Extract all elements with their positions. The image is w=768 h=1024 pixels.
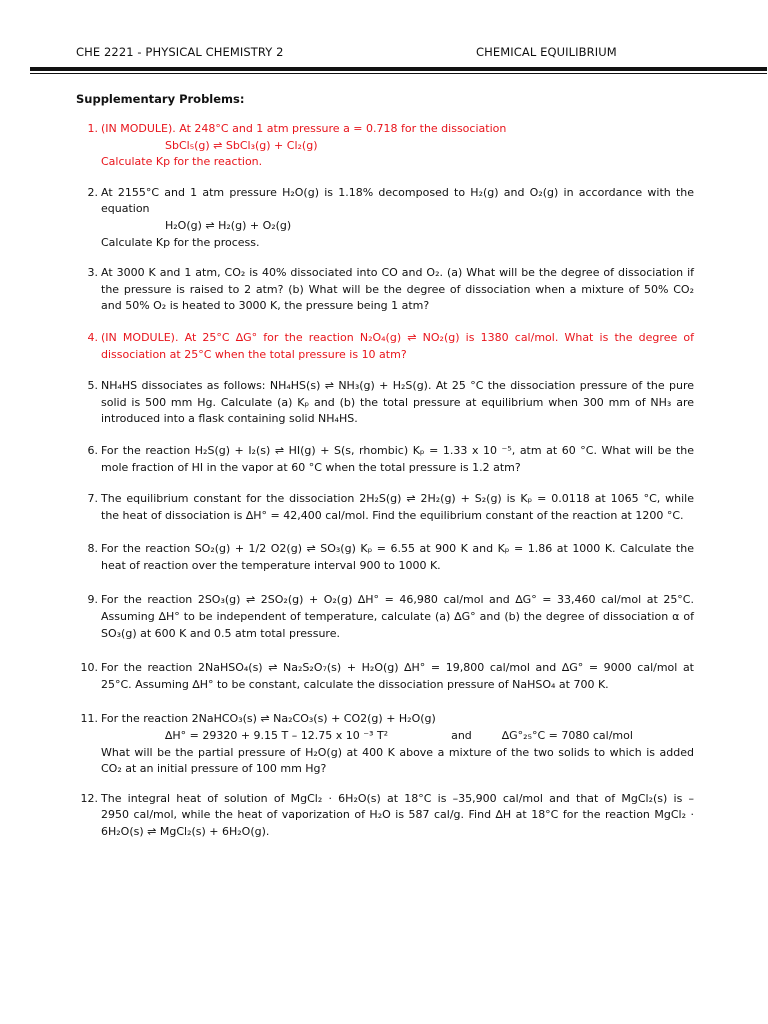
problem-text: For the reaction 2NaHCO₃(s) ⇌ Na₂CO₃(s) + CO2(g) + H₂O(g) xyxy=(101,712,436,726)
problem-text: the heat of dissociation is ∆H° = 42,400 cal/mol. Find the equilibrium constant of the reaction at 1200 °C. xyxy=(101,508,684,522)
problem-2 xyxy=(76,185,694,251)
problem-text: At 2155°C and 1 atm pressure H₂O(g) is 1.18% decomposed to H₂(g) and O₂(g) in accordance with the xyxy=(101,185,694,199)
problem-text: 25°C. Assuming ∆H° to be constant, calculate the dissociation pressure of NaHSO₄ at 700 K. xyxy=(101,677,609,691)
problem-7 xyxy=(76,491,694,524)
problem-text: Calculate Kp for the reaction. xyxy=(101,155,263,169)
problem-text: (IN MODULE). At 248°C and 1 atm pressure a = 0.718 for the dissociation xyxy=(101,122,507,135)
problem-text: introduced into a flask containing solid NH₄HS. xyxy=(101,412,358,426)
problem-11 xyxy=(76,711,694,777)
problem-equation: SbCl₅(g) ⇌ SbCl₃(g) + Cl₂(g) xyxy=(165,138,318,152)
header-rule-thick xyxy=(30,67,767,71)
problem-text: For the reaction SO₂(g) + 1/2 O2(g) ⇌ SO₃(g) Kₚ = 6.55 at 900 K and Kₚ = 1.86 at 1000 K. Calculate the xyxy=(101,542,694,556)
problem-equation: H₂O(g) ⇌ H₂(g) + O₂(g) xyxy=(165,218,292,232)
problem-number: 6. xyxy=(87,443,98,457)
problem-text: The integral heat of solution of MgCl₂ · 6H₂O(s) at 18°C is –35,900 cal/mol and that of MgCl₂(s) is – xyxy=(101,791,694,805)
problem-10 xyxy=(76,660,694,693)
problem-number: 10. xyxy=(80,661,98,675)
problem-9 xyxy=(76,592,694,642)
section-title: Supplementary Problems: xyxy=(76,92,245,106)
problem-text: heat of reaction over the temperature interval 900 to 1000 K. xyxy=(101,558,441,572)
problem-number: 8. xyxy=(87,542,98,556)
problem-text: At 3000 K and 1 atm, CO₂ is 40% dissociated into CO and O₂. (a) What will be the degree of dissociation if xyxy=(101,266,694,280)
problem-number: 11. xyxy=(80,712,98,726)
problem-text: 2950 cal/mol, while the heat of vaporization of H₂O is 587 cal/g. Find ∆H at 18°C for the reaction MgCl₂ · xyxy=(101,808,694,822)
header-rule-thin xyxy=(30,73,767,74)
problem-text: solid is 500 mm Hg. Calculate (a) Kₚ and (b) the total pressure at equilibrium when 300 mm of NH₃ are xyxy=(101,395,694,409)
enthalpy-expression: ∆H° = 29320 + 9.15 T – 12.75 x 10 ⁻³ T² xyxy=(165,729,389,743)
gibbs-expression: ∆G°₂₅°C = 7080 cal/mol xyxy=(501,729,633,743)
problem-text: The equilibrium constant for the dissociation 2H₂S(g) ⇌ 2H₂(g) + S₂(g) is Kₚ = 0.0118 at 1065 °C, while xyxy=(101,492,694,506)
problem-number: 3. xyxy=(87,266,98,280)
problem-6 xyxy=(76,443,694,476)
problem-text: For the reaction 2NaHSO₄(s) ⇌ Na₂S₂O₇(s) + H₂O(g) ∆H° = 19,800 cal/mol and ∆G° = 9000 cal/mol at xyxy=(101,661,694,675)
problem-number: 2. xyxy=(87,185,98,199)
problem-text: Calculate Kp for the process. xyxy=(101,235,260,249)
header-topic: CHEMICAL EQUILIBRIUM xyxy=(476,45,617,59)
problem-4 xyxy=(76,330,694,363)
problem-text: SO₃(g) at 600 K and 0.5 atm total pressure. xyxy=(101,626,340,640)
problem-1 xyxy=(76,121,694,171)
problem-number: 5. xyxy=(87,379,98,393)
problem-number: 1. xyxy=(87,122,98,135)
problem-5 xyxy=(76,378,694,428)
problem-text: For the reaction 2SO₃(g) ⇌ 2SO₂(g) + O₂(g) ∆H° = 46,980 cal/mol and ∆G° = 33,460 cal/mol at 25°C. xyxy=(101,593,694,607)
problem-text: dissociation at 25°C when the total pressure is 10 atm? xyxy=(101,347,407,361)
problem-text: (IN MODULE). At 25°C ∆G° for the reaction N₂O₄(g) ⇌ NO₂(g) is 1380 cal/mol. What is the degree of xyxy=(101,330,694,344)
header-course: CHE 2221 - PHYSICAL CHEMISTRY 2 xyxy=(76,45,284,59)
problem-text: NH₄HS dissociates as follows: NH₄HS(s) ⇌ NH₃(g) + H₂S(g). At 25 °C the dissociation pressure of the pure xyxy=(101,379,694,393)
problem-text: What will be the partial pressure of H₂O(g) at 400 K above a mixture of the two solids to which is added xyxy=(101,745,694,759)
problem-text: 6H₂O(s) ⇌ MgCl₂(s) + 6H₂O(g). xyxy=(101,825,270,838)
problem-text: and 50% O₂ is heated to 3000 K, the pressure being 1 atm? xyxy=(101,299,430,313)
problem-12 xyxy=(76,791,694,841)
problem-8 xyxy=(76,541,694,574)
conjunction: and xyxy=(451,729,472,743)
problem-text: the pressure is raised to 2 atm? (b) What will be the degree of dissociation when a mixture of 50% CO₂ xyxy=(101,282,694,296)
problem-number: 7. xyxy=(87,492,98,506)
problem-3 xyxy=(76,265,694,315)
problem-text: Assuming ∆H° to be independent of temperature, calculate (a) ∆G° and (b) the degree of dissociation α of xyxy=(101,610,694,624)
problem-list xyxy=(76,121,694,841)
problem-text: For the reaction H₂S(g) + I₂(s) ⇌ HI(g) + S(s, rhombic) Kₚ = 1.33 x 10 ⁻⁵, atm at 60 °C. What will be the xyxy=(101,443,694,457)
problem-text: CO₂ at an initial pressure of 100 mm Hg? xyxy=(101,762,327,776)
problem-number: 4. xyxy=(87,330,98,344)
problem-number: 12. xyxy=(80,791,98,805)
problem-text: mole fraction of HI in the vapor at 60 °C when the total pressure is 1.2 atm? xyxy=(101,460,521,474)
problem-equation xyxy=(101,728,694,745)
problem-text: equation xyxy=(101,202,150,216)
problem-number: 9. xyxy=(87,593,98,607)
